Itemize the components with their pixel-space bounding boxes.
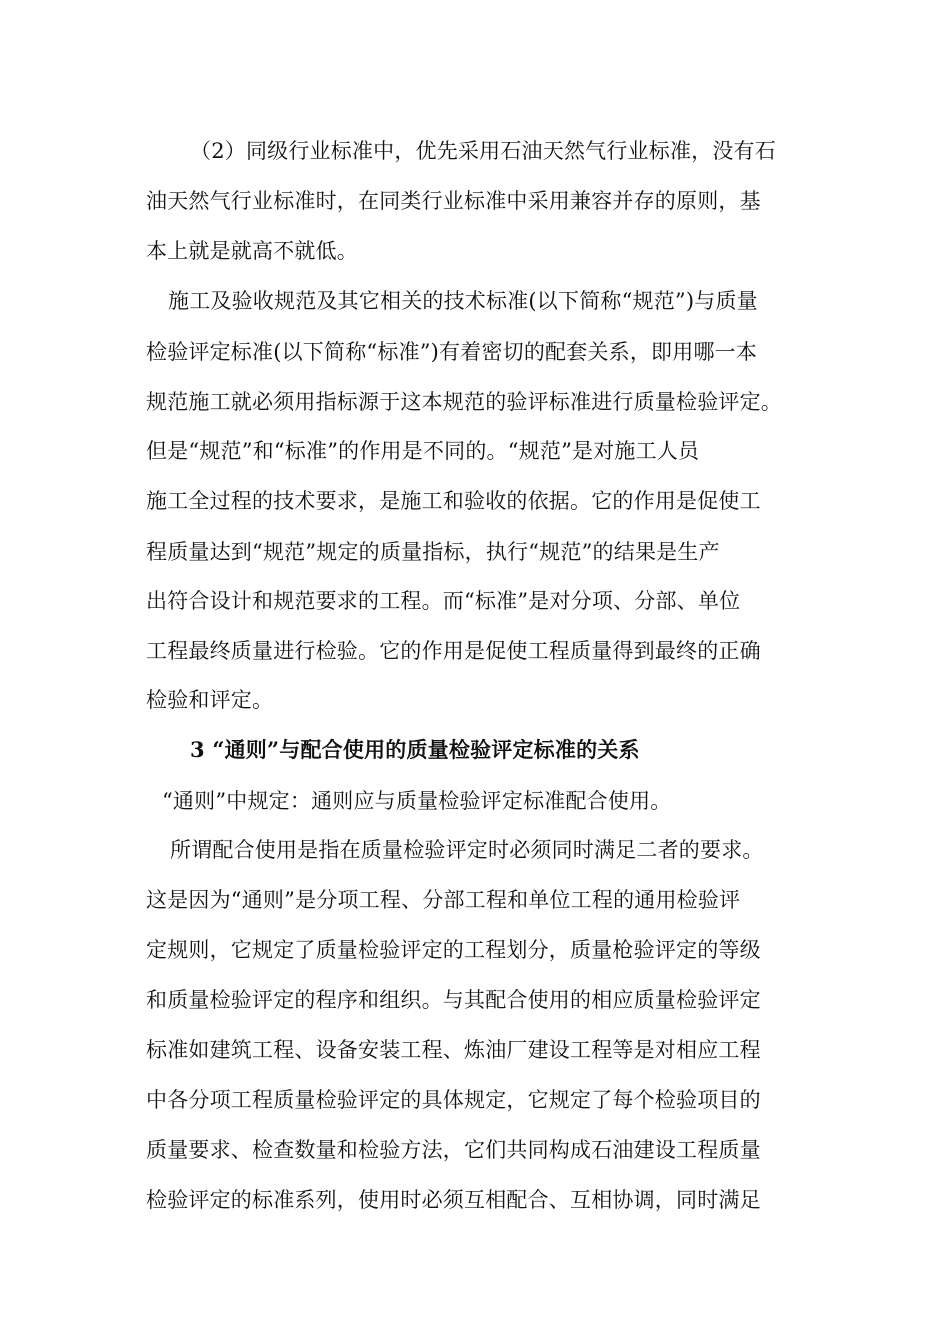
section-heading: 3 “通则”与配合使用的质量检验评定标准的关系 <box>190 737 640 762</box>
paragraph-2-line-1: 施工及验收规范及其它相关的技术标准(以下简称“规范”)与质量 <box>168 289 758 313</box>
paragraph-4-line-4: 和质量检验评定的程序和组织。与其配合使用的相应质量检验评定 <box>146 988 761 1012</box>
paragraph-1-line-3: 本上就是就高不就低。 <box>146 239 358 263</box>
paragraph-2-line-3: 规范施工就必须用指标源于这本规范的验评标准进行质量检验评定。 <box>146 390 782 414</box>
paragraph-3-line-1: “通则”中规定：通则应与质量检验评定标准配合使用。 <box>162 789 672 813</box>
paragraph-4-line-5: 标准如建筑工程、设备安装工程、炼油厂建设工程等是对相应工程 <box>146 1038 761 1062</box>
paragraph-2-line-5: 施工全过程的技术要求，是施工和验收的依据。它的作用是促使工 <box>146 489 761 513</box>
paragraph-2-line-6: 程质量达到“规范”规定的质量指标，执行“规范”的结果是生产 <box>146 540 720 564</box>
paragraph-1-line-1: （2）同级行业标准中，优先采用石油天然气行业标准，没有石 <box>190 139 776 163</box>
paragraph-2-line-9: 检验和评定。 <box>146 688 274 712</box>
paragraph-4-line-1: 所谓配合使用是指在质量检验评定时必须同时满足二者的要求。 <box>170 838 764 862</box>
paragraph-4-line-7: 质量要求、检查数量和检验方法，它们共同构成石油建设工程质量 <box>146 1138 761 1162</box>
paragraph-4-line-3: 定规则，它规定了质量检验评定的工程划分，质量枪验评定的等级 <box>146 938 761 962</box>
paragraph-4-line-2: 这是因为“通则”是分项工程、分部工程和单位工程的通用检验评 <box>146 888 741 912</box>
paragraph-2-line-2: 检验评定标准(以下简称“标准”)有着密切的配套关系，即用哪一本 <box>146 340 758 364</box>
paragraph-4-line-8: 检验评定的标准系列，使用时必须互相配合、互相协调，同时满足 <box>146 1188 761 1212</box>
paragraph-1-line-2: 油天然气行业标准时，在同类行业标准中采用兼容并存的原则，基 <box>146 189 761 213</box>
paragraph-2-line-8: 工程最终质量进行检验。它的作用是促使工程质量得到最终的正确 <box>146 639 761 663</box>
paragraph-4-line-6: 中各分项工程质量检验评定的具体规定，它规定了每个检验项目的 <box>146 1088 761 1112</box>
paragraph-2-line-7: 出符合设计和规范要求的工程。而“标准”是对分项、分部、单位 <box>146 589 741 613</box>
paragraph-2-line-4: 但是“规范”和“标准”的作用是不同的。“规范”是对施工人员 <box>146 439 700 463</box>
